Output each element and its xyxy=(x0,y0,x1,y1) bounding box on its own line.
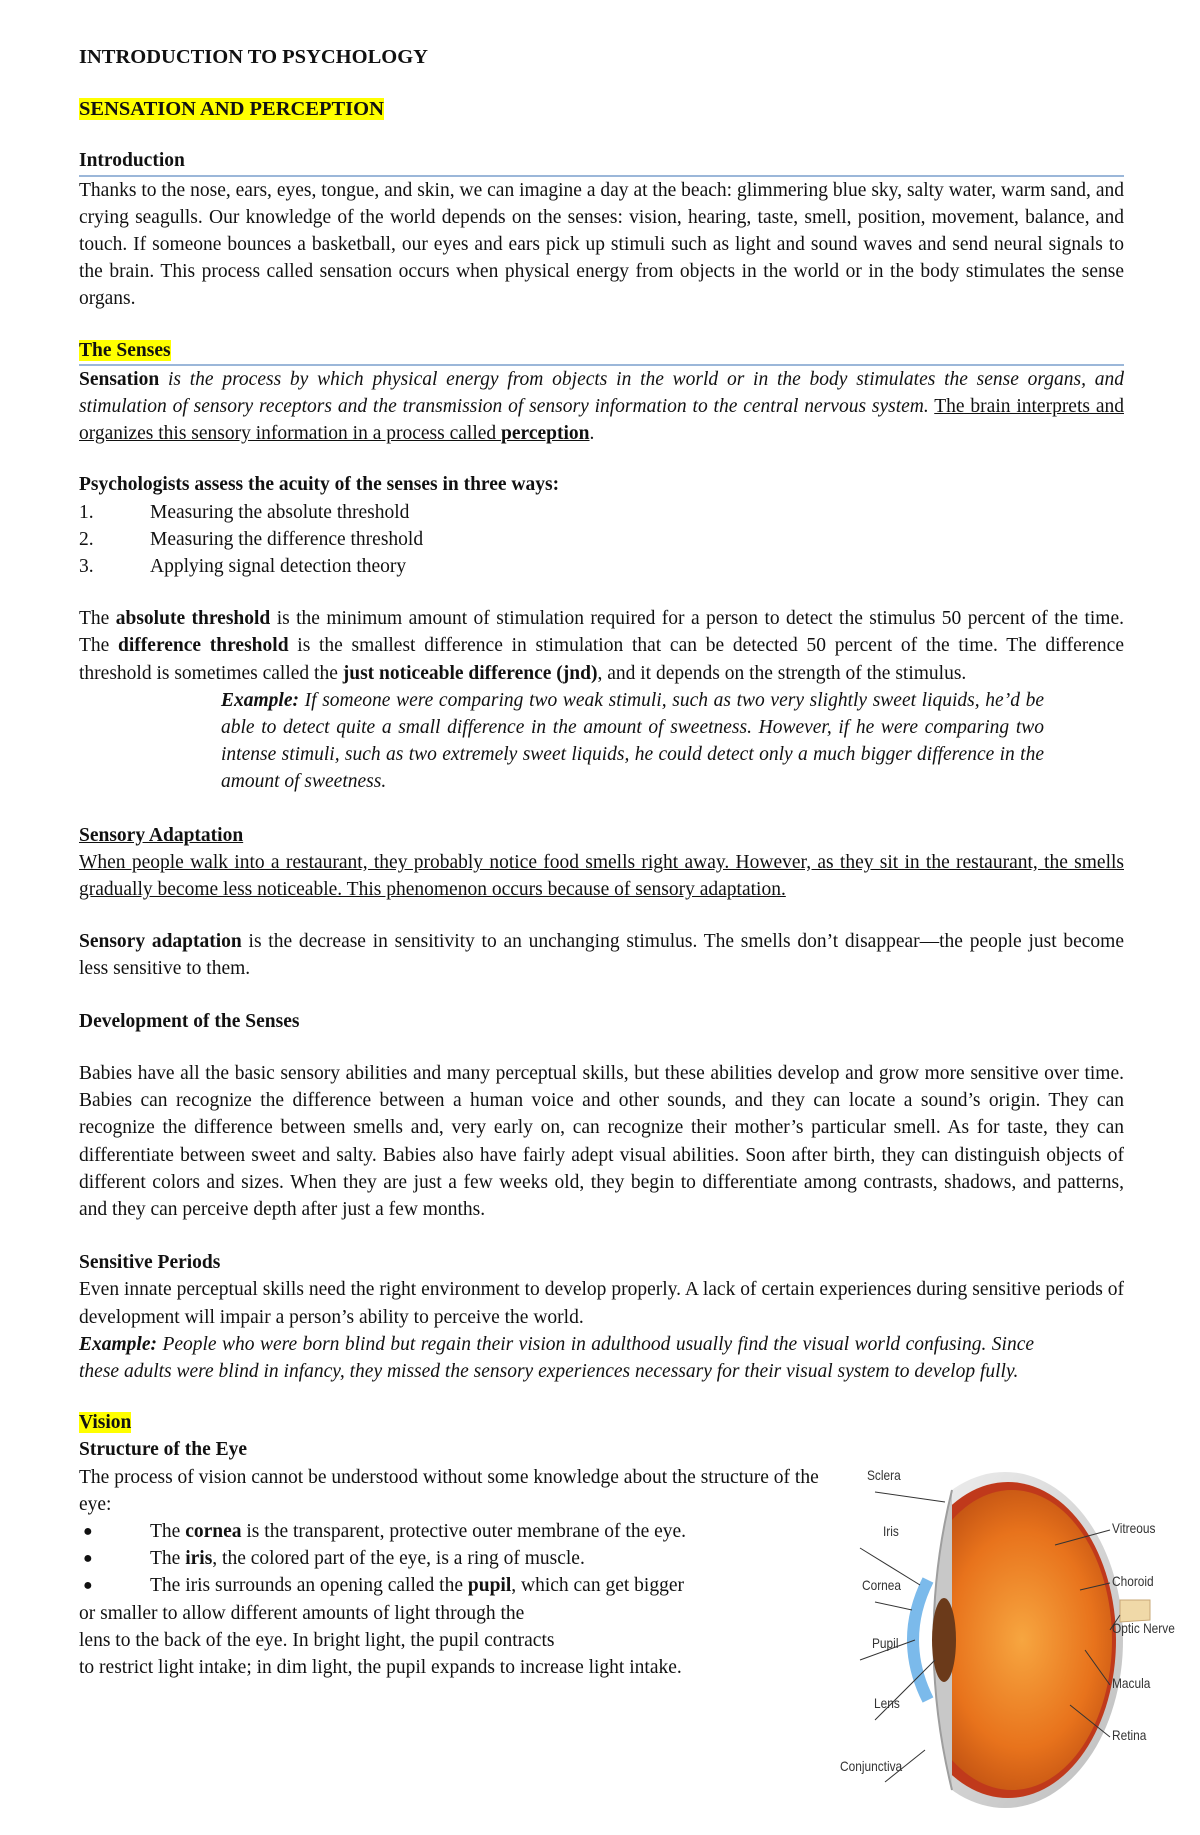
perception-sentence: The brain interprets and organizes this sensory information in a process called perception xyxy=(79,396,1124,445)
label-retina: Retina xyxy=(1112,1727,1147,1743)
development-paragraph: Babies have all the basic sensory abilities and many perceptual skills, but these abilities develop and grow more sensitive over time. Babies can recognize the difference between a human voice and other sounds, and they can locate a sound’s origin. They can recognize the difference between smells and, very early on, can recognize their mother’s particular smell. As for taste, they can differentiate between sweet and salty. Babies also have fairly adept visual abilities. Soon after birth, they can distinguish objects of different colors and sizes. When they are just a few weeks old, they begin to differentiate among contrasts, shadows, and patterns, and they can perceive depth after just a few months. xyxy=(79,1062,1124,1220)
document-title: INTRODUCTION TO PSYCHOLOGY xyxy=(79,46,428,68)
list-item: ● The cornea is the transparent, protective outer membrane of the eye. xyxy=(79,1518,859,1545)
list-item: ● The iris, the colored part of the eye, is a ring of muscle. xyxy=(79,1545,859,1572)
label-conjunctiva: Conjunctiva xyxy=(840,1758,903,1774)
label-optic-nerve: Optic Nerve xyxy=(1112,1620,1175,1636)
label-iris: Iris xyxy=(883,1523,899,1539)
adaptation-definition: Sensory adaptation is the decrease in sensitivity to an unchanging stimulus. The smells don’t disappear—the people just become less sensitive to them. xyxy=(79,931,1124,980)
adaptation-term: Sensory adaptation xyxy=(79,931,242,953)
adaptation-intro: When people walk into a restaurant, they probably notice food smells right away. However, as they sit in the restaurant, the smells gradually become less noticeable. This phenomenon occurs because of sensory adaptation. xyxy=(79,851,1124,901)
label-vitreous: Vitreous xyxy=(1112,1520,1156,1536)
bullet-icon: ● xyxy=(83,1522,93,1540)
label-pupil: Pupil xyxy=(872,1635,899,1651)
acuity-heading: Psychologists assess the acuity of the senses in three ways: xyxy=(79,474,560,496)
section-heading-development: Development of the Senses xyxy=(79,1010,300,1032)
bullet-icon: ● xyxy=(83,1577,93,1595)
label-cornea: Cornea xyxy=(862,1577,902,1593)
threshold-example: Example: If someone were comparing two weak stimuli, such as two very slightly sweet liquids, he’d be able to detect quite a small difference in the amount of sweetness. However, if he were comparing two intense stimuli, such as two extremely sweet liquids, he could detect only a much bigger difference in the amount of sweetness. xyxy=(221,689,1044,793)
section-heading-introduction: Introduction xyxy=(79,147,1124,176)
acuity-list xyxy=(79,499,1124,581)
list-item: 2. Measuring the difference threshold xyxy=(79,528,424,550)
list-item: 1. Measuring the absolute threshold xyxy=(79,501,410,523)
difference-threshold-term: difference threshold xyxy=(118,635,289,657)
label-choroid: Choroid xyxy=(1112,1573,1154,1589)
list-item: 3. Applying signal detection theory xyxy=(79,556,407,578)
sensitive-paragraph: Even innate perceptual skills need the right environment to develop properly. A lack of certain experiences during sensitive periods of development will impair a person’s ability to perceive the world. xyxy=(79,1279,1124,1328)
example-label: Example: xyxy=(79,1333,157,1355)
eye-structure-heading: Structure of the Eye xyxy=(79,1439,248,1461)
pupil-continuation-2: lens to the back of the eye. In bright light, the pupil contracts xyxy=(79,1629,555,1651)
label-macula: Macula xyxy=(1112,1675,1151,1691)
absolute-threshold-term: absolute threshold xyxy=(115,608,271,630)
section-heading-adaptation: Sensory Adaptation xyxy=(79,824,244,846)
eye-diagram xyxy=(820,1450,1180,1830)
section-heading-senses: The Senses xyxy=(79,339,171,361)
lens-shape xyxy=(932,1598,956,1682)
document-page xyxy=(79,44,1124,1681)
list-item: ● The iris surrounds an opening called the pupil, which can get bigger xyxy=(79,1572,859,1599)
section-heading-sensitive-periods: Sensitive Periods xyxy=(79,1252,221,1274)
eye-structure-intro: The process of vision cannot be understood without some knowledge about the structure of the eye: xyxy=(79,1466,819,1515)
sensitive-example: Example: People who were born blind but regain their vision in adulthood usually find the visual world confusing. Since these adults were blind in infancy, they missed the sensory experiences necessary for their visual system to develop fully. xyxy=(79,1333,1034,1382)
label-lens: Lens xyxy=(874,1695,900,1711)
bullet-icon: ● xyxy=(83,1550,93,1568)
example-label: Example: xyxy=(221,689,299,711)
sensation-term: Sensation xyxy=(79,368,160,390)
chapter-title: SENSATION AND PERCEPTION xyxy=(79,98,384,121)
pupil-continuation-3: to restrict light intake; in dim light, the pupil expands to increase light intake. xyxy=(79,1656,682,1678)
thresholds-paragraph: The absolute threshold is the minimum amount of stimulation required for a person to detect the stimulus 50 percent of the time. The difference threshold is the smallest difference in stimulation that can be detected 50 percent of the time. The difference threshold is sometimes called the just noticeable difference (jnd), and it depends on the strength of the stimulus. xyxy=(79,608,1124,684)
optic-nerve-shape xyxy=(1120,1600,1150,1622)
pupil-continuation-1: or smaller to allow different amounts of light through the xyxy=(79,1602,525,1624)
jnd-term: just noticeable difference (jnd) xyxy=(342,662,598,684)
sensation-definition-text: is the process by which physical energy from objects in the world or in the body stimulates the sense organs, and stimulation of sensory receptors and the transmission of sensory information to the central nervous system. xyxy=(79,368,1124,418)
label-sclera: Sclera xyxy=(867,1467,901,1483)
perception-term: perception xyxy=(501,423,590,445)
intro-paragraph: Thanks to the nose, ears, eyes, tongue, and skin, we can imagine a day at the beach: glimmering blue sky, salty water, warm sand, and crying seagulls. Our knowledge of the world depends on the senses: vision, hearing, taste, smell, position, movement, balance, and touch. If someone bounces a basketball, our eyes and ears pick up stimuli such as light and sound waves and send neural signals to the brain. This process called sensation occurs when physical energy from objects in the world or in the body stimulates the sense organs. xyxy=(79,179,1124,310)
sensation-definition: Sensation is the process by which physical energy from objects in the world or in the body stimulates the sense organs, and stimulation of sensory receptors and the transmission of sensory information to the central nervous system. The brain interprets and organizes this sensory information in a process called perception. xyxy=(79,368,1124,445)
section-heading-vision: Vision xyxy=(79,1412,132,1434)
eye-parts-list xyxy=(79,1518,859,1600)
